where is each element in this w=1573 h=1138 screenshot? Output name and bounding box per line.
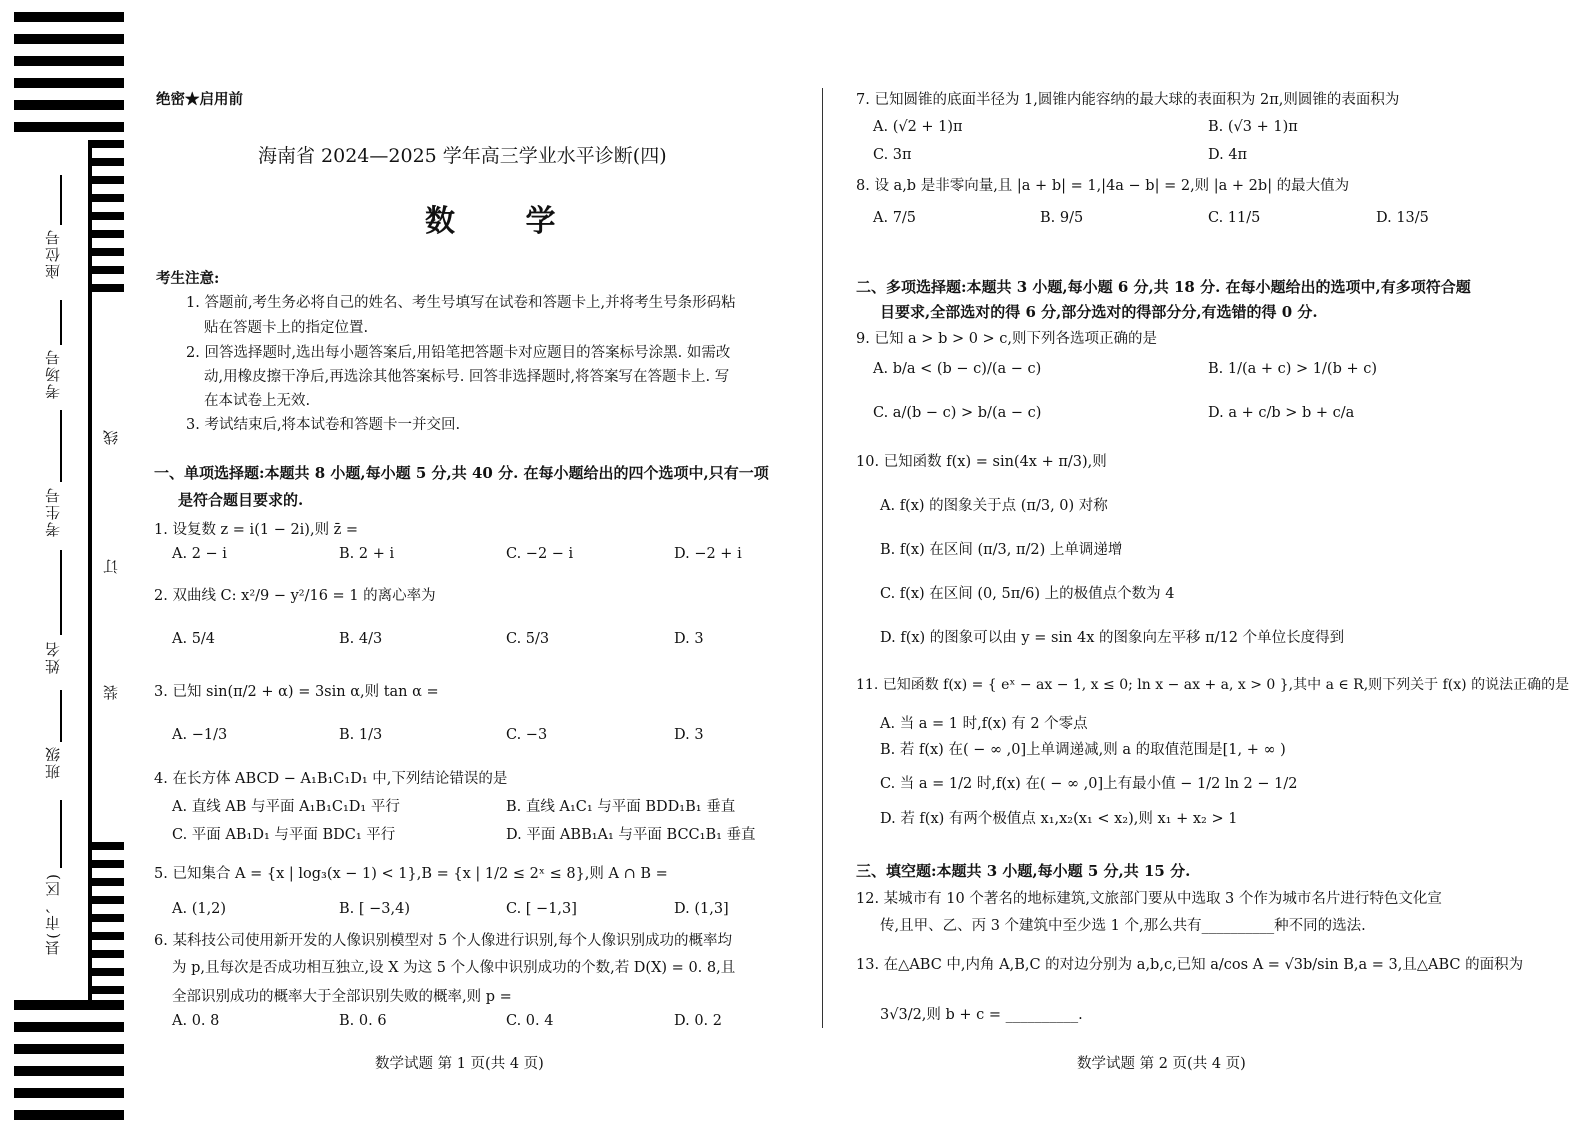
class-label: 班级 xyxy=(44,745,62,779)
q5-stem: 5. 已知集合 A = {x | log₃(x − 1) < 1},B = {x | 1/2 ≤ 2ˣ ≤ 8},则 A ∩ B = xyxy=(154,866,668,882)
q4-option-c: C. 平面 AB₁D₁ 与平面 BDC₁ 平行 xyxy=(172,827,396,843)
q1-option-d: D. −2 + i xyxy=(674,546,742,562)
exam-room-label: 考场号 xyxy=(44,348,62,399)
notice-heading: 考生注意: xyxy=(156,270,220,287)
q1-option-b: B. 2 + i xyxy=(339,546,395,562)
q6-line: 为 p,且每次是否成功相互独立,设 X 为这 5 个人像中识别成功的个数,若 D(X) = 0. 8,且 xyxy=(172,960,736,976)
notice-item: 贴在答题卡上的指定位置. xyxy=(204,320,369,336)
q2-option-b: B. 4/3 xyxy=(339,631,383,647)
column-divider xyxy=(822,88,823,1028)
cut-mark-install: 装 xyxy=(102,683,120,700)
q11-option-d: D. 若 f(x) 有两个极值点 x₁,x₂(x₁ < x₂),则 x₁ + x₂ > 1 xyxy=(880,811,1238,827)
notice-item: 3. 考试结束后,将本试卷和答题卡一并交回. xyxy=(186,417,461,433)
notice-item: 动,用橡皮擦干净后,再选涂其他答案标号. 回答非选择题时,将答案写在答题卡上. 写 xyxy=(204,369,730,385)
cut-mark-line: 线 xyxy=(102,428,120,445)
q2-option-d: D. 3 xyxy=(674,631,704,647)
q6-option-c: C. 0. 4 xyxy=(506,1013,554,1029)
q9-stem: 9. 已知 a > b > 0 > c,则下列各选项正确的是 xyxy=(856,331,1158,347)
q8-option-c: C. 11/5 xyxy=(1208,210,1261,226)
section1-heading: 一、单项选择题:本题共 8 小题,每小题 5 分,共 40 分. 在每小题给出的四个选项中,只有一项 xyxy=(154,464,769,482)
q5-option-d: D. (1,3] xyxy=(674,901,729,917)
q3-option-c: C. −3 xyxy=(506,727,548,743)
q6-option-d: D. 0. 2 xyxy=(674,1013,722,1029)
seat-number-label: 座位号 xyxy=(44,228,62,279)
cut-mark-bind: 订 xyxy=(102,557,120,574)
q3-stem: 3. 已知 sin(π/2 + α) = 3sin α,则 tan α = xyxy=(154,684,439,700)
q7-option-b: B. (√3 + 1)π xyxy=(1208,119,1298,135)
q8-stem: 8. 设 a,b 是非零向量,且 |a + b| = 1,|4a − b| = 2,则 |a + 2b| 的最大值为 xyxy=(856,178,1350,194)
q4-option-a: A. 直线 AB 与平面 A₁B₁C₁D₁ 平行 xyxy=(172,799,400,815)
q5-option-b: B. [ −3,4) xyxy=(339,901,411,917)
q6-option-b: B. 0. 6 xyxy=(339,1013,387,1029)
section2-heading: 二、多项选择题:本题共 3 小题,每小题 6 分,共 18 分. 在每小题给出的选项中,有多项符合题 xyxy=(856,278,1471,296)
q10-stem: 10. 已知函数 f(x) = sin(4x + π/3),则 xyxy=(856,454,1107,470)
secret-mark: 绝密★启用前 xyxy=(156,91,243,108)
q9-option-c: C. a/(b − c) > b/(a − c) xyxy=(873,405,1042,421)
notice-item: 在本试卷上无效. xyxy=(204,393,311,409)
q2-stem: 2. 双曲线 C: x²/9 − y²/16 = 1 的离心率为 xyxy=(154,588,436,604)
q6-line: 全部识别成功的概率大于全部识别失败的概率,则 p = xyxy=(172,989,512,1005)
q3-option-b: B. 1/3 xyxy=(339,727,383,743)
q7-option-d: D. 4π xyxy=(1208,147,1248,163)
q7-stem: 7. 已知圆锥的底面半径为 1,圆锥内能容纳的最大球的表面积为 2π,则圆锥的表面积为 xyxy=(856,92,1400,108)
section1-heading-cont: 是符合题目要求的. xyxy=(178,491,304,509)
q11-option-c: C. 当 a = 1/2 时,f(x) 在( − ∞ ,0]上有最小值 − 1/2 ln 2 − 1/2 xyxy=(880,776,1298,792)
q5-option-a: A. (1,2) xyxy=(172,901,227,917)
section3-heading: 三、填空题:本题共 3 小题,每小题 5 分,共 15 分. xyxy=(856,862,1191,880)
q13-line: 3√3/2,则 b + c = __________. xyxy=(880,1007,1083,1023)
q8-option-b: B. 9/5 xyxy=(1040,210,1084,226)
q11-stem: 11. 已知函数 f(x) = { eˣ − ax − 1, x ≤ 0; ln x − ax + a, x > 0 },其中 a ∈ R,则下列关于 f(x) 的说法正确的是 xyxy=(856,677,1570,693)
q4-option-b: B. 直线 A₁C₁ 与平面 BDD₁B₁ 垂直 xyxy=(506,799,736,815)
q6-option-a: A. 0. 8 xyxy=(172,1013,220,1029)
q9-option-d: D. a + c/b > b + c/a xyxy=(1208,405,1355,421)
q9-option-b: B. 1/(a + c) > 1/(b + c) xyxy=(1208,361,1377,377)
q6-line: 6. 某科技公司使用新开发的人像识别模型对 5 个人像进行识别,每个人像识别成功的概率均 xyxy=(154,933,732,949)
q10-option-a: A. f(x) 的图象关于点 (π/3, 0) 对称 xyxy=(880,498,1108,514)
q8-option-a: A. 7/5 xyxy=(873,210,917,226)
q8-option-d: D. 13/5 xyxy=(1376,210,1429,226)
q4-stem: 4. 在长方体 ABCD − A₁B₁C₁D₁ 中,下列结论错误的是 xyxy=(154,771,508,787)
q5-option-c: C. [ −1,3] xyxy=(506,901,577,917)
q10-option-b: B. f(x) 在区间 (π/3, π/2) 上单调递增 xyxy=(880,542,1123,558)
footer-page-2: 数学试题 第 2 页(共 4 页) xyxy=(1077,1056,1246,1072)
exam-title: 海南省 2024—2025 学年高三学业水平诊断(四) xyxy=(258,145,667,167)
q12-line: 12. 某城市有 10 个著名的地标建筑,文旅部门要从中选取 3 个作为城市名片进行特色文化宣 xyxy=(856,891,1442,907)
q12-line: 传,且甲、乙、丙 3 个建筑中至少选 1 个,那么共有__________种不同的选法. xyxy=(880,918,1366,934)
q7-option-c: C. 3π xyxy=(873,147,912,163)
candidate-number-label: 考生号 xyxy=(44,486,62,537)
q3-option-d: D. 3 xyxy=(674,727,704,743)
footer-page-1: 数学试题 第 1 页(共 4 页) xyxy=(375,1056,544,1072)
section2-heading-cont: 目要求,全部选对的得 6 分,部分选对的得部分分,有选错的得 0 分. xyxy=(880,303,1318,321)
q1-stem: 1. 设复数 z = i(1 − 2i),则 z̄ = xyxy=(154,522,359,538)
q7-option-a: A. (√2 + 1)π xyxy=(873,119,963,135)
q2-option-c: C. 5/3 xyxy=(506,631,550,647)
q11-option-b: B. 若 f(x) 在( − ∞ ,0]上单调递减,则 a 的取值范围是[1, + ∞ ) xyxy=(880,742,1286,758)
q10-option-c: C. f(x) 在区间 (0, 5π/6) 上的极值点个数为 4 xyxy=(880,586,1175,602)
notice-item: 2. 回答选择题时,选出每小题答案后,用铅笔把答题卡对应题目的答案标号涂黑. 如需改 xyxy=(186,345,731,361)
q3-option-a: A. −1/3 xyxy=(172,727,228,743)
q11-option-a: A. 当 a = 1 时,f(x) 有 2 个零点 xyxy=(880,716,1088,732)
subject-title: 数 学 xyxy=(425,204,586,239)
q13-line: 13. 在△ABC 中,内角 A,B,C 的对边分别为 a,b,c,已知 a/cos A = √3b/sin B,a = 3,且△ABC 的面积为 xyxy=(856,957,1524,973)
q1-option-a: A. 2 − i xyxy=(172,546,227,562)
notice-item: 1. 答题前,考生务必将自己的姓名、考生号填写在试卷和答题卡上,并将考生号条形码粘 xyxy=(186,295,736,311)
q4-option-d: D. 平面 ABB₁A₁ 与平面 BCC₁B₁ 垂直 xyxy=(506,827,756,843)
name-label: 姓名 xyxy=(44,640,62,674)
county-label: 县(市、区) xyxy=(44,872,62,956)
q9-option-a: A. b/a < (b − c)/(a − c) xyxy=(873,361,1042,377)
q1-option-c: C. −2 − i xyxy=(506,546,574,562)
q10-option-d: D. f(x) 的图象可以由 y = sin 4x 的图象向左平移 π/12 个单位长度得到 xyxy=(880,630,1345,646)
q2-option-a: A. 5/4 xyxy=(172,631,216,647)
